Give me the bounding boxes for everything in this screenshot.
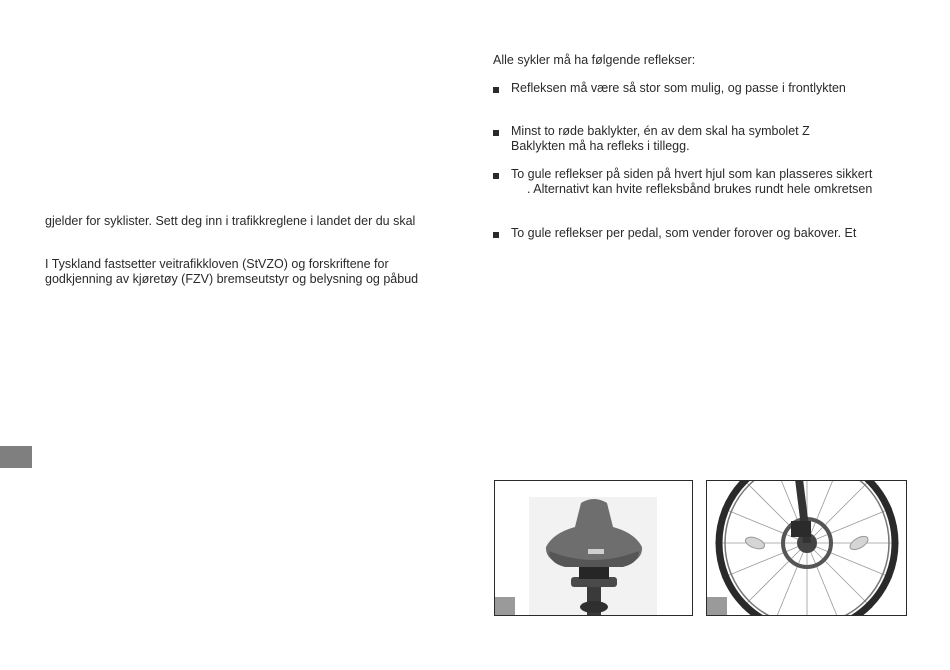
bullet-square-icon xyxy=(493,130,499,136)
bullet-1-line-1: Refleksen må være så stor som mulig, og passe i frontlykten xyxy=(511,81,846,95)
figure-number-badge xyxy=(495,597,515,615)
bullet-square-icon xyxy=(493,87,499,93)
left-paragraph-2-line-1: I Tyskland fastsetter veitrafikkloven (StVZO) og forskriftene for xyxy=(45,257,389,271)
saddle-photo xyxy=(494,480,693,616)
chapter-tab-marker xyxy=(0,446,32,468)
left-paragraph-2-line-2: godkjenning av kjøretøy (FZV) bremseutstyr og belysning og påbud xyxy=(45,272,419,286)
bullet-3-line-2: . Alternativt kan hvite refleksbånd brukes rundt hele omkretsen xyxy=(527,182,873,196)
bullet-4-line-1: To gule reflekser per pedal, som vender forover og bakover. Et xyxy=(511,226,857,240)
wheel-illustration xyxy=(707,481,906,615)
bullet-2-line-1: Minst to røde baklykter, én av dem skal ha symbolet Z xyxy=(511,124,810,138)
saddle-illustration xyxy=(495,481,692,615)
bullet-2-line-2: Baklykten må ha refleks i tillegg. xyxy=(511,139,690,153)
wheel-photo xyxy=(706,480,907,616)
figure-number-badge xyxy=(707,597,727,615)
bullet-3-line-1: To gule reflekser på siden på hvert hjul som kan plasseres sikkert xyxy=(511,167,873,181)
bullet-square-icon xyxy=(493,173,499,179)
reflector-intro: Alle sykler må ha følgende reflekser: xyxy=(493,53,696,67)
bullet-square-icon xyxy=(493,232,499,238)
left-paragraph-1: gjelder for syklister. Sett deg inn i trafikkreglene i landet der du skal xyxy=(45,214,416,228)
